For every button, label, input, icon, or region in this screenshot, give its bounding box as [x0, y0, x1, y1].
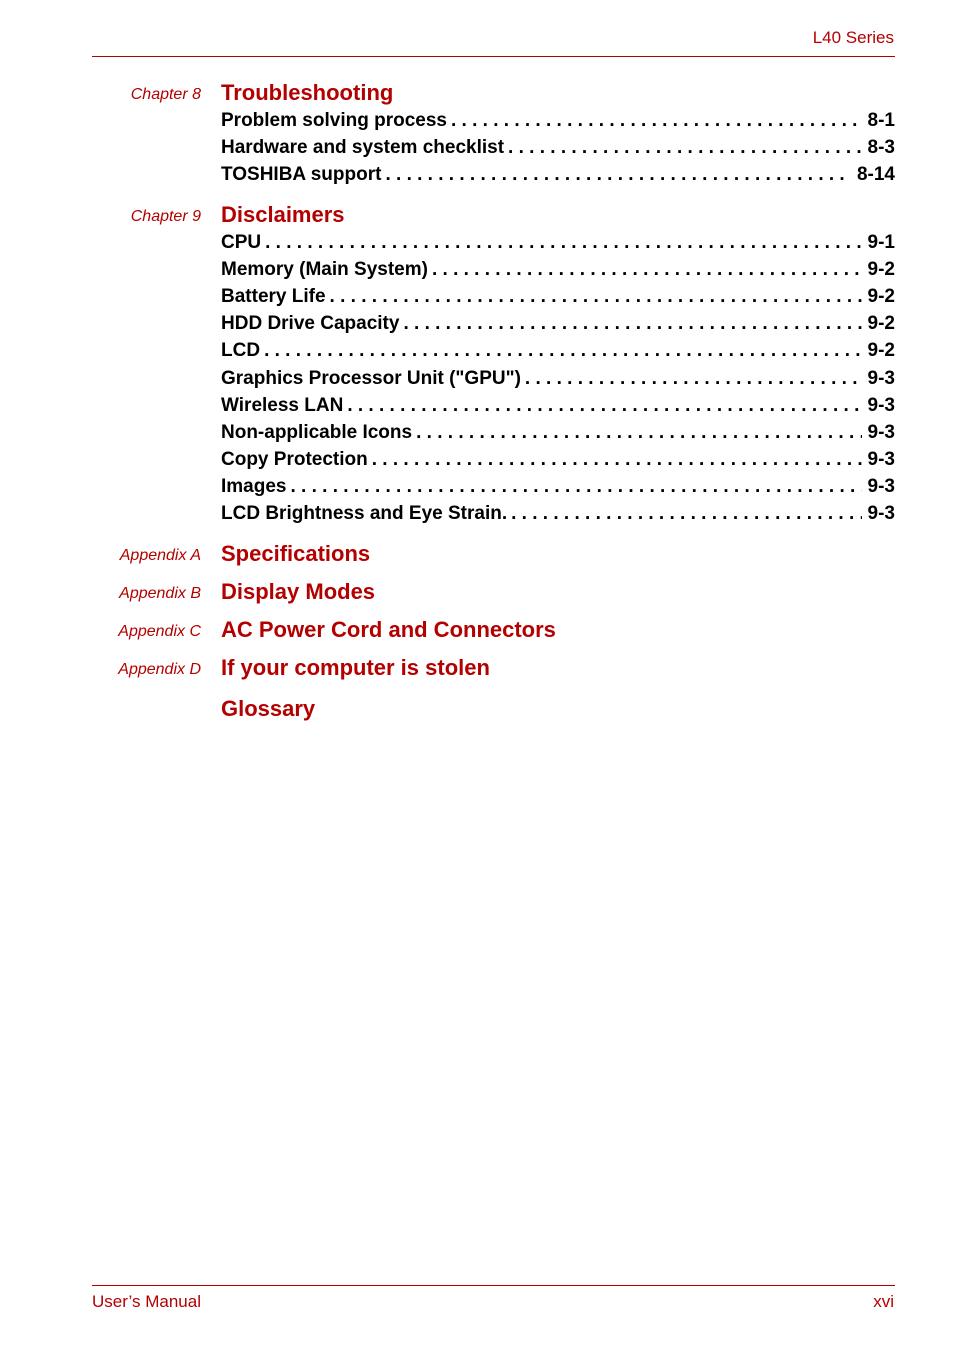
- entry-page: 9-1: [867, 231, 895, 253]
- toc-entry[interactable]: [221, 476, 895, 503]
- entry-title: Battery Life: [221, 285, 326, 307]
- chapter-label: Chapter 8: [130, 86, 201, 103]
- dot-leader: [290, 476, 861, 498]
- footer-rule: [92, 1285, 895, 1286]
- dot-leader: [347, 395, 861, 417]
- entry-page: 9-3: [867, 367, 895, 389]
- entry-title: HDD Drive Capacity: [221, 313, 400, 335]
- toc-entry[interactable]: [221, 286, 895, 313]
- dot-leader: [265, 232, 861, 254]
- toc-entry[interactable]: [221, 340, 895, 367]
- dot-leader: [372, 449, 862, 471]
- toc-entry[interactable]: [221, 503, 895, 530]
- entry-title: Copy Protection: [221, 449, 368, 471]
- entry-title: CPU: [221, 231, 262, 253]
- entry-title: TOSHIBA support: [221, 164, 382, 186]
- table-of-contents: [0, 80, 954, 734]
- appendix-b: [0, 579, 954, 617]
- toc-entry[interactable]: [221, 110, 895, 137]
- chapter-8: [0, 80, 954, 192]
- dot-leader: [330, 286, 862, 308]
- appendix-label: Appendix B: [119, 584, 201, 602]
- entry-page: 9-3: [867, 503, 895, 525]
- dot-leader: [385, 164, 851, 186]
- toc-entry[interactable]: [221, 137, 895, 164]
- appendix-title-link[interactable]: Display Modes: [221, 578, 376, 604]
- toc-entry[interactable]: [221, 449, 895, 476]
- dot-leader: [511, 503, 861, 525]
- appendix-label: Appendix C: [118, 622, 201, 640]
- chapter-9: [0, 202, 954, 531]
- glossary-title-link[interactable]: Glossary: [221, 695, 316, 721]
- appendix-label: Appendix D: [118, 660, 201, 678]
- header-rule: [92, 56, 895, 57]
- appendix-label: Appendix A: [119, 546, 201, 564]
- entry-page: 8-1: [867, 110, 895, 131]
- entry-page: 9-2: [867, 258, 895, 280]
- entry-title: Wireless LAN: [221, 394, 344, 416]
- entry-title: Hardware and system checklist: [221, 137, 505, 159]
- toc-entry[interactable]: [221, 164, 895, 191]
- glossary: [0, 696, 954, 734]
- appendix-title-link[interactable]: If your computer is stolen: [221, 654, 490, 680]
- entry-page: 9-3: [867, 421, 895, 443]
- entry-page: 9-2: [867, 313, 895, 335]
- appendix-title-link[interactable]: AC Power Cord and Connectors: [221, 616, 556, 642]
- toc-entry[interactable]: [221, 368, 895, 395]
- page-number: xvi: [873, 1292, 894, 1311]
- entry-title: Problem solving process: [221, 110, 447, 131]
- chapter-entries: [221, 232, 895, 531]
- dot-leader: [416, 422, 861, 444]
- entry-page: 9-3: [867, 449, 895, 471]
- chapter-entries: [221, 110, 895, 192]
- toc-entry[interactable]: [221, 313, 895, 340]
- appendix-title-link[interactable]: Specifications: [221, 540, 371, 566]
- appendix-d: [0, 655, 954, 696]
- entry-page: 9-2: [867, 285, 895, 307]
- entry-title: Non-applicable Icons: [221, 421, 413, 443]
- dot-leader: [264, 340, 861, 362]
- entry-title: Images: [221, 476, 287, 498]
- toc-entry[interactable]: [221, 395, 895, 422]
- entry-title: LCD Brightness and Eye Strain.: [221, 503, 508, 525]
- toc-entry[interactable]: [221, 259, 895, 286]
- dot-leader: [508, 137, 862, 159]
- entry-page: 8-14: [856, 164, 895, 186]
- chapter-label: Chapter 9: [130, 207, 201, 225]
- footer-manual-title: User’s Manual: [92, 1292, 201, 1311]
- chapter-title-link[interactable]: Troubleshooting: [221, 80, 394, 105]
- entry-title: Graphics Processor Unit ("GPU"): [221, 367, 521, 389]
- entry-title: Memory (Main System): [221, 258, 428, 280]
- toc-entry[interactable]: [221, 232, 895, 259]
- appendix-c: [0, 617, 954, 655]
- chapter-title-link[interactable]: Disclaimers: [221, 201, 345, 227]
- dot-leader: [403, 313, 861, 335]
- appendix-a: [0, 541, 954, 579]
- entry-page: 9-3: [867, 394, 895, 416]
- running-header: L40 Series: [812, 28, 894, 47]
- dot-leader: [525, 368, 862, 390]
- dot-leader: [432, 259, 862, 281]
- entry-page: 9-3: [867, 476, 895, 498]
- toc-entry[interactable]: [221, 422, 895, 449]
- entry-title: LCD: [221, 340, 261, 362]
- entry-page: 8-3: [867, 137, 895, 159]
- entry-page: 9-2: [867, 340, 895, 362]
- dot-leader: [451, 110, 862, 132]
